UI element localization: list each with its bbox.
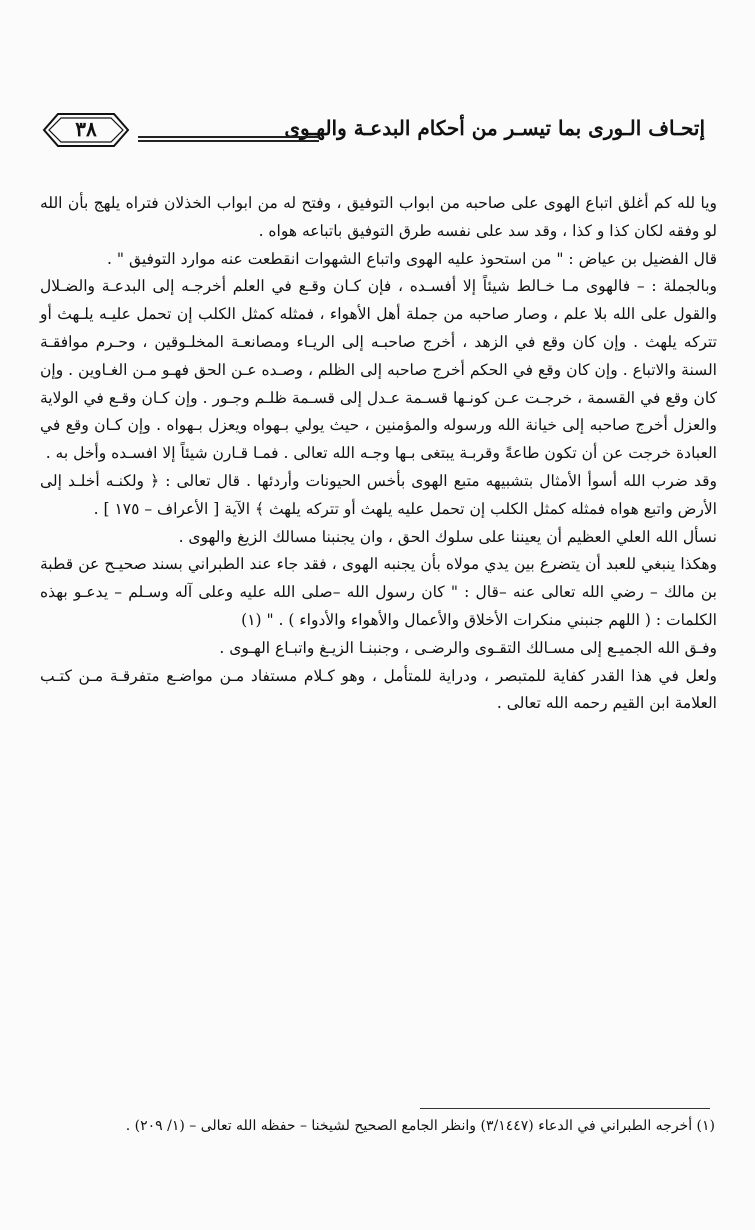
paragraph: وهكذا ينبغي للعبد أن يتضرع بين يدي مولاه بأن يجنبه الهوى ، فقد جاء عند الطبراني بسند صحيـح عن قطبة بن مالك – رضي الله تعالى عنه –قال : " كان رسول الله –صلى الله عليه وعلى آله وسـلم – يدعـو بهذه الكلمات : ( اللهم جنبني منكرات الأخلاق والأعمال والأهواء والأدواء ) . " (١) bbox=[40, 555, 717, 629]
header-rule bbox=[138, 136, 319, 142]
paragraph: وقد ضرب الله أسوأ الأمثال بتشبيهه متبع الهوى بأخس الحيونات وأردئها . قال تعالى : ﴿ ولكنـه أخلـد إلى الأرض واتبع هواه فمثله كمثل الكلب إن تحمل عليه يلهث أو تتركه يلهث ﴾ الآية [ الأعراف – ١٧٥ ] . bbox=[40, 471, 717, 518]
paragraph: قال الفضيل بن عياض : " من استحوذ عليه الهوى واتباع الشهوات انقطعت عنه موارد التوفيق " . bbox=[107, 249, 717, 268]
paragraph: وفـق الله الجميـع إلى مسـالك التقـوى والرضـى ، وجنبنـا الزيـغ واتبـاع الهـوى . bbox=[219, 638, 717, 657]
paragraph: نسأل الله العلي العظيم أن يعيننا على سلوك الحق ، وان يجنبنا مسالك الزيغ والهوى . bbox=[178, 527, 717, 546]
page-number-badge bbox=[38, 110, 134, 150]
page-number: ٣٨ bbox=[75, 117, 97, 141]
paragraph: ويا لله كم أغلق اتباع الهوى على صاحبه من ابواب التوفيق ، وفتح له من ابواب الخذلان فتراه يلهج بأن الله لو وفقه لكان كذا و كذا ، وقد سد على نفسه طرق التوفيق باتباعه هواه . bbox=[40, 194, 717, 240]
footnote-rule bbox=[420, 1108, 710, 1109]
paragraph: وبالجملة : – فالهوى مـا خـالط شيئاً إلا أفسـده ، فإن كـان وقـع في العلم أخرجـه إلى البدعـة والضـلال والقول على الله بلا علم ، وصار صاحبه من جملة أهل الأهواء ، فمثله كمثل الكلب إن تحمل عليـه يلـهث أو تتركه يلهث . وإن كان وقع في الزهد ، أخرج صاحبـه إلى الريـاء ومصانعـة المخلـوقين ، وحـرم موافقـة السنة والاتباع . وإن كان وقع في الحكم أخرج صاحبه إلى الظلم ، وصـده عـن الحق فهـو مـن الغـاوين . وإن كان وقع في القسمة ، خرجـت عـن كونـها قسـمة عـدل إلى قسـمة ظلـم وجـور . وإن كـان وقـع في الولاية والعزل أخرج صاحبه إلى خيانة الله ورسوله والمؤمنين ، حيث يولي بـهواه ويعزل بـهواه . وإن كـان وقع في العبادة خرجت عن أن تكون طاعةً وقربـة يبتغى بـها وجـه الله تعالى . فمـا قـارن شيئاً إلا افسـده وأخل به . bbox=[40, 277, 717, 463]
page-body bbox=[40, 190, 717, 718]
book-title: إتحـاف الـورى بما تيسـر من أحكام البدعـة والهـوى bbox=[284, 116, 705, 140]
paragraph: ولعل في هذا القدر كفاية للمتبصر ، ودراية للمتأمل ، وهو كـلام مستفاد مـن مواضـع متفرقـة مـن كتـب العلامة ابن القيم رحمه الله تعالى . bbox=[40, 666, 717, 713]
running-header bbox=[18, 108, 737, 154]
footnote: (١) أخرجه الطبراني في الدعاء (٣/١٤٤٧) وانظر الجامع الصحيح لشيخنا – حفظه الله تعالى – (١/ ٢٠٩) . bbox=[125, 1118, 715, 1134]
